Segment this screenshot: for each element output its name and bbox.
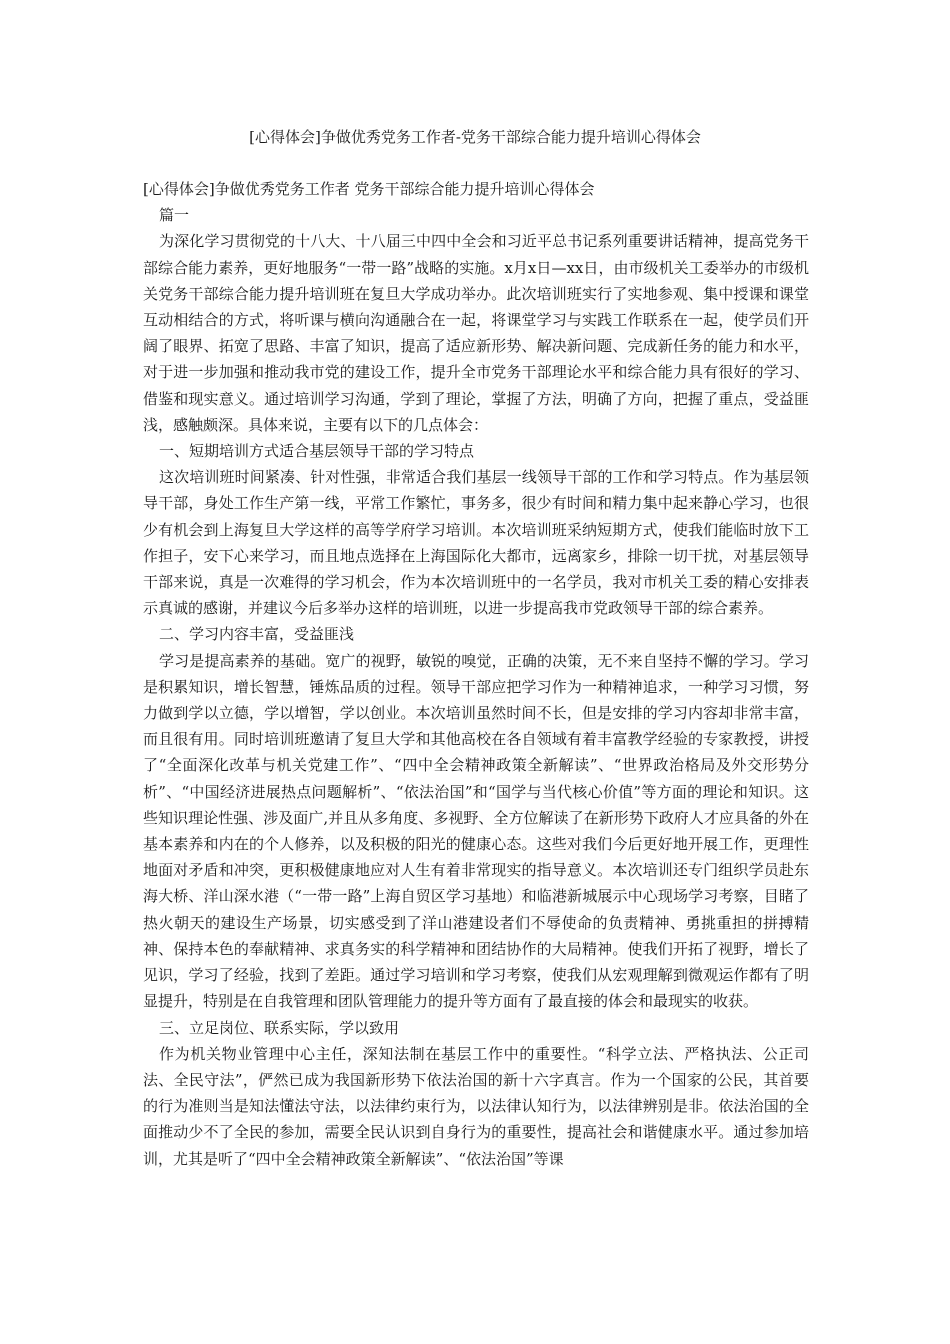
section-label: 篇一: [159, 206, 190, 225]
intro-paragraph: 为深化学习贯彻党的十八大、十八届三中四中全会和习近平总书记系列重要讲话精神，提高党务干部综合能力素养，更好地服务“一带一路”战略的实施。x月x日—xx日，由市级机关工委举办的市级机关党务干部综合能力提升培训班在复旦大学成功举办。此次培训班实行了实地参观、集中授课和课堂互动相结合的方式，将听课与横向沟通融合在一起，将课堂学习与实践工作联系在一起，使学员们开阔了眼界、拓宽了思路、丰富了知识，提高了适应新形势、解决新问题、完成新任务的能力和水平，对于进一步加强和推动我市党的建设工作，提升全市党务干部理论水平和综合能力具有很好的学习、借鉴和现实意义。通过培训学习沟通，学到了理论，掌握了方法，明确了方向，把握了重点，受益匪浅，感触颇深。具体来说，主要有以下的几点体会：: [143, 232, 809, 434]
document-subtitle: [心得体会]争做优秀党务工作者 党务干部综合能力提升培训心得体会: [143, 180, 595, 198]
paragraph-two: 学习是提高素养的基础。宽广的视野，敏锐的嗅觉，正确的决策，无不来自坚持不懈的学习。学习是积累知识，增长智慧，锤炼品质的过程。领导干部应把学习作为一种精神追求，一种学习习惯，努力做到学以立德，学以增智，学以创业。本次培训虽然时间不长，但是安排的学习内容却非常丰富，而且很有用。同时培训班邀请了复旦大学和其他高校在各自领域有着丰富教学经验的专家教授，讲授了“全面深化改革与机关党建工作”、“四中全会精神政策全新解读”、“世界政治格局及外交形势分析”、“中国经济进展热点问题解析”、“依法治国”和“国学与当代核心价值”等方面的理论和知识。这些知识理论性强、涉及面广,并且从多角度、多视野、全方位解读了在新形势下政府人才应具备的外在基本素养和内在的个人修养，以及积极的阳光的健康心态。这些对我们今后更好地开展工作，更理性地面对矛盾和冲突，更积极健康地应对人生有着非常现实的指导意义。本次培训还专门组织学员赴东海大桥、洋山深水港（“一带一路”上海自贸区学习基地）和临港新城展示中心现场学习考察，目睹了热火朝天的建设生产场景，切实感受到了洋山港建设者们不辱使命的负责精神、勇挑重担的拼搏精神、保持本色的奉献精神、求真务实的科学精神和团结协作的大局精神。使我们开拓了视野，增长了见识，学习了经验，找到了差距。通过学习培训和学习考察，使我们从宏观理解到微观运作都有了明显提升，特别是在自我管理和团队管理能力的提升等方面有了最直接的体会和最现实的收获。: [143, 651, 809, 1011]
paragraph-one: 这次培训班时间紧凑、针对性强，非常适合我们基层一线领导干部的工作和学习特点。作为基层领导干部，身处工作生产第一线，平常工作繁忙，事务多，很少有时间和精力集中起来静心学习，也很少有机会到上海复旦大学这样的高等学府学习培训。本次培训班采纳短期方式，使我们能临时放下工作担子，安下心来学习，而且地点选择在上海国际化大都市，远离家乡，排除一切干扰，对基层领导干部来说，真是一次难得的学习机会，作为本次培训班中的一名学员，我对市机关工委的精心安排表示真诚的感谢，并建议今后多举办这样的培训班，以进一步提高我市党政领导干部的综合素养。: [143, 468, 809, 618]
paragraph-three: 作为机关物业管理中心主任，深知法制在基层工作中的重要性。“科学立法、严格执法、公正司法、全民守法”，俨然已成为我国新形势下依法治国的新十六字真言。作为一个国家的公民，其首要的行为准则当是知法懂法守法，以法律约束行为，以法律认知行为，以法律辨别是非。依法治国的全面推动少不了全民的参加，需要全民认识到自身行为的重要性，提高社会和谐健康水平。通过参加培训，尤其是听了“四中全会精神政策全新解读”、“依法治国”等课: [143, 1044, 809, 1168]
document-title: [心得体会]争做优秀党务工作者-党务干部综合能力提升培训心得体会: [249, 128, 701, 146]
heading-two: 二、学习内容丰富，受益匪浅: [159, 625, 355, 644]
heading-three: 三、立足岗位、联系实际，学以致用: [159, 1018, 400, 1037]
document-body: [143, 176, 809, 1172]
heading-one: 一、短期培训方式适合基层领导干部的学习特点: [159, 442, 475, 461]
